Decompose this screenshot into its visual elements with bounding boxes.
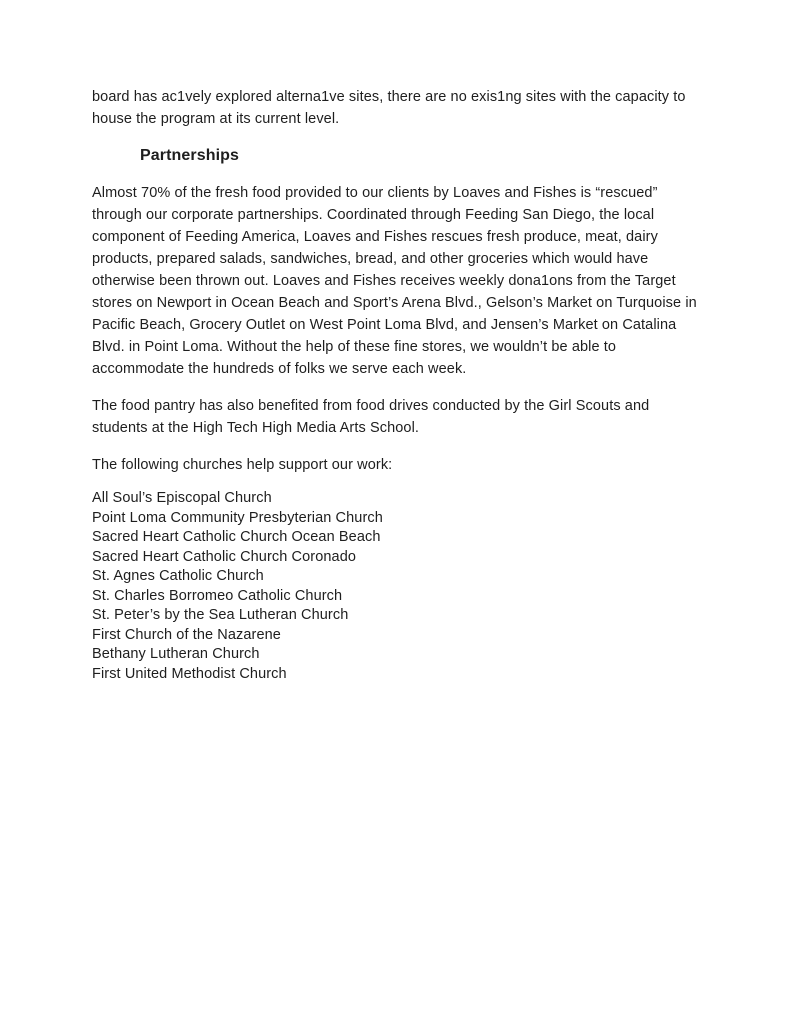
church-list-item: First Church of the Nazarene — [92, 626, 281, 643]
church-list-item: St. Peter’s by the Sea Lutheran Church — [92, 607, 349, 623]
paragraph-partnerships: Almost 70% of the fresh food provided to our clients by Loaves and Fishes is “rescued” through our corporate partnerships. Coordinated through Feeding San Diego, the local component of Feeding America, Loaves and Fishes rescues fresh produce, meat, dairy products, prepared salads, sandwiches, bread, and other groceries which would have otherwise been thrown out. Loaves and Fishes receives weekly dona1ons from the Target stores on Newport in Ocean Beach and Sport’s Arena Blvd., Gelson’s Market on Turquoise in Pacific Beach, Grocery Outlet on West Point Loma Blvd, and Jensen’s Market on Catalina Blvd. in Point Loma. Without the help of these fine stores, we wouldn’t be able to accommodate the hundreds of folks we serve each week. — [92, 185, 697, 377]
church-list — [92, 489, 705, 684]
church-list-item: Bethany Lutheran Church — [92, 646, 260, 662]
church-list-item: First United Methodist Church — [92, 665, 287, 682]
church-list-item: All Soul’s Episcopal Church — [92, 490, 272, 506]
church-list-item: Sacred Heart Catholic Church Ocean Beach — [92, 529, 381, 545]
paragraph-churches-intro: The following churches help support our work: — [92, 457, 393, 473]
church-list-item: Point Loma Community Presbyterian Church — [92, 509, 383, 526]
paragraph-food-drives: The food pantry has also benefited from food drives conducted by the Girl Scouts and students at the High Tech High Media Arts School. — [92, 398, 650, 436]
church-list-item: St. Agnes Catholic Church — [92, 568, 264, 584]
paragraph-continuation: board has ac1vely explored alterna1ve sites, there are no exis1ng sites with the capacity to house the program at its current level. — [92, 89, 686, 127]
church-list-item: St. Charles Borromeo Catholic Church — [92, 587, 343, 604]
church-list-item: Sacred Heart Catholic Church Coronado — [92, 548, 357, 565]
section-heading-partnerships: Partnerships — [140, 147, 240, 164]
